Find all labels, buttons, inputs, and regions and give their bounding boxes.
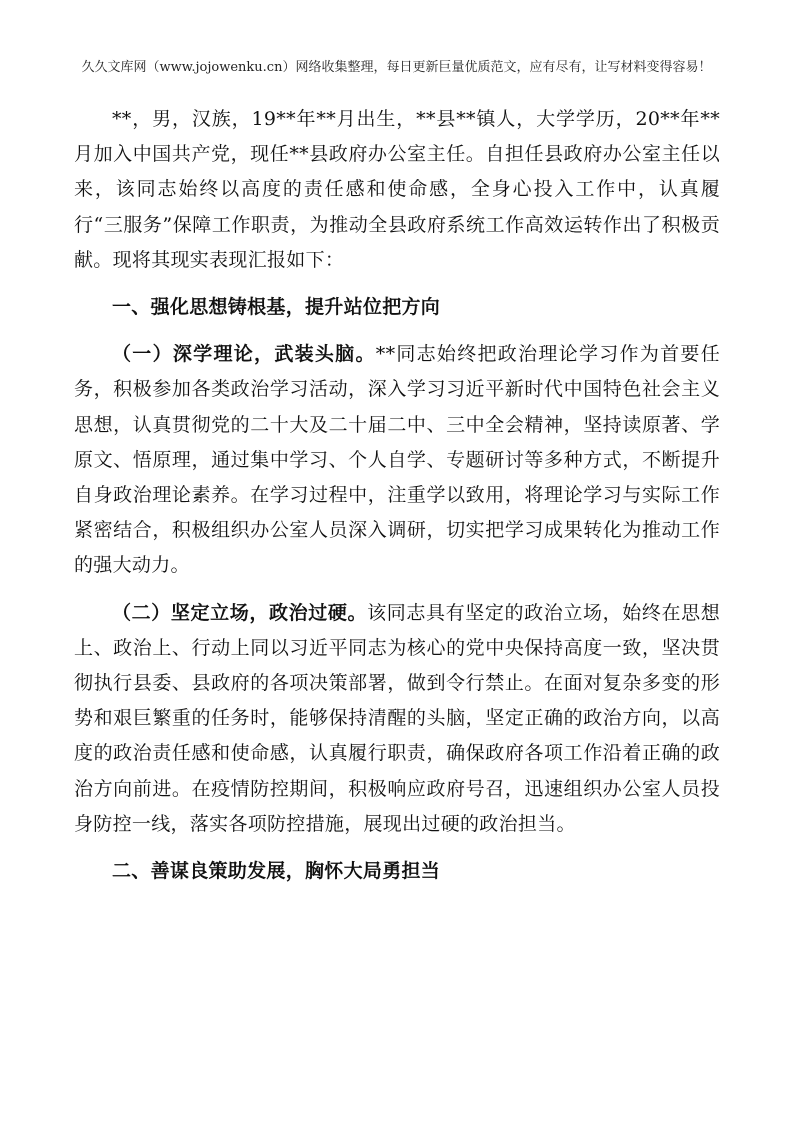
intro-paragraph: **，男，汉族，19**年**月出生，**县**镇人，大学学历，20**年**月加入中国共产党，现任**县政府办公室主任。自担任县政府办公室主任以来，该同志始终以高度的责任感和使命感，全身心投入工作中，认真履行“三服务”保障工作职责，为推动全县政府系统工作高效运转作出了积极贡献。现将其现实表现汇报如下： xyxy=(74,108,720,271)
section-1-paragraph-1 xyxy=(74,337,720,583)
page-header-watermark: 久久文库网（www.jojowenku.cn）网络收集整理，每日更新巨量优质范文，应有尽有，让写材料变得容易！ xyxy=(81,60,712,75)
paragraph-text-1: **同志始终把政治理论学习作为首要任务，积极参加各类政治学习活动，深入学习习近平新时代中国特色社会主义思想，认真贯彻党的二十大及二十届二中、三中全会精神，坚持读原著、学原文、悟原理，通过集中学习、个人自学、专题研讨等多种方式，不断提升自身政治理论素养。在学习过程中，注重学以致用，将理论学习与实际工作紧密结合，积极组织办公室人员深入调研，切实把学习成果转化为推动工作的强大动力。 xyxy=(74,343,720,577)
section-2-heading: 二、善谋良策助发展，胸怀大局勇担当 xyxy=(112,860,441,883)
paragraph-lead-1: （一）深学理论，武装头脑。 xyxy=(112,343,376,366)
section-1-heading: 一、强化思想铸根基，提升站位把方向 xyxy=(112,296,441,319)
paragraph-lead-2: （二）坚定立场，政治过硬。 xyxy=(112,601,368,624)
section-1-paragraph-2 xyxy=(74,596,720,842)
document-body xyxy=(74,102,720,889)
paragraph-text-2: 该同志具有坚定的政治立场，始终在思想上、政治上、行动上同以习近平同志为核心的党中央保持高度一致，坚决贯彻执行县委、县政府的各项决策部署，做到令行禁止。在面对复杂多变的形势和艰巨繁重的任务时，能够保持清醒的头脑，坚定正确的政治方向，以高度的政治责任感和使命感，认真履行职责，确保政府各项工作沿着正确的政治方向前进。在疫情防控期间，积极响应政府号召，迅速组织办公室人员投身防控一线，落实各项防控措施，展现出过硬的政治担当。 xyxy=(74,601,720,835)
